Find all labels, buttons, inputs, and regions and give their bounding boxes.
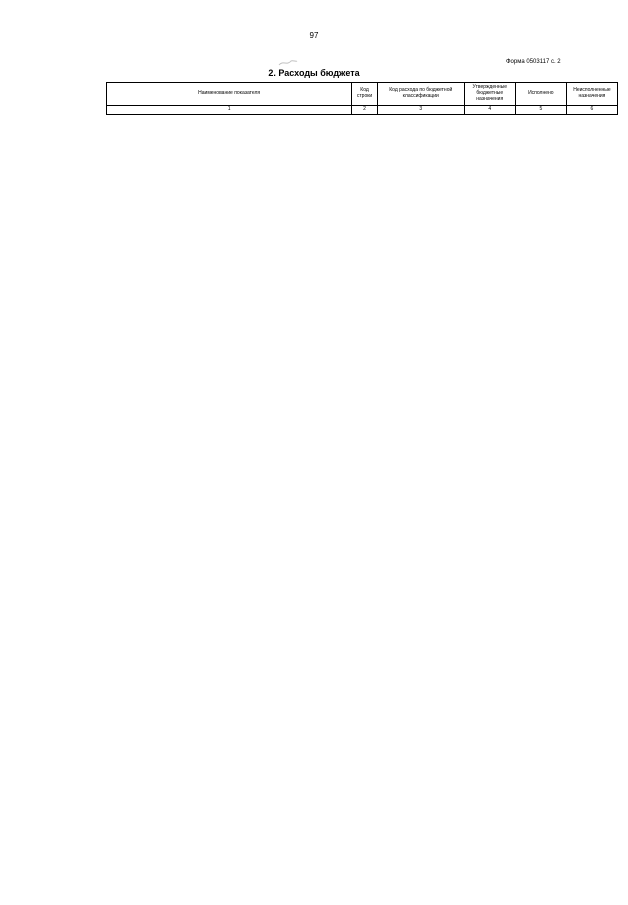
- section-title: 2. Расходы бюджета: [268, 68, 360, 78]
- expenses-table-wrapper: [106, 82, 618, 115]
- column-number: 4: [464, 106, 515, 115]
- page-number: 97: [309, 31, 319, 40]
- header-approved: Утвержденные бюджетные назначения: [464, 83, 515, 106]
- expenses-table: [106, 82, 618, 115]
- header-line-code: Код строки: [352, 83, 378, 106]
- header-indicator-name: Наименование показателя: [107, 83, 352, 106]
- header-budget-code: Код расхода по бюджетной классификации: [377, 83, 464, 106]
- stamp-mark: [278, 59, 298, 67]
- column-number: 2: [352, 106, 378, 115]
- column-number: 3: [377, 106, 464, 115]
- table-header-row: [107, 83, 618, 106]
- column-number-row: [107, 106, 618, 115]
- column-number: 6: [566, 106, 617, 115]
- header-executed: Исполнено: [515, 83, 566, 106]
- header-unexecuted: Неисполненные назначения: [566, 83, 617, 106]
- form-code: Форма 0503117 с. 2: [506, 59, 561, 65]
- column-number: 5: [515, 106, 566, 115]
- column-number: 1: [107, 106, 352, 115]
